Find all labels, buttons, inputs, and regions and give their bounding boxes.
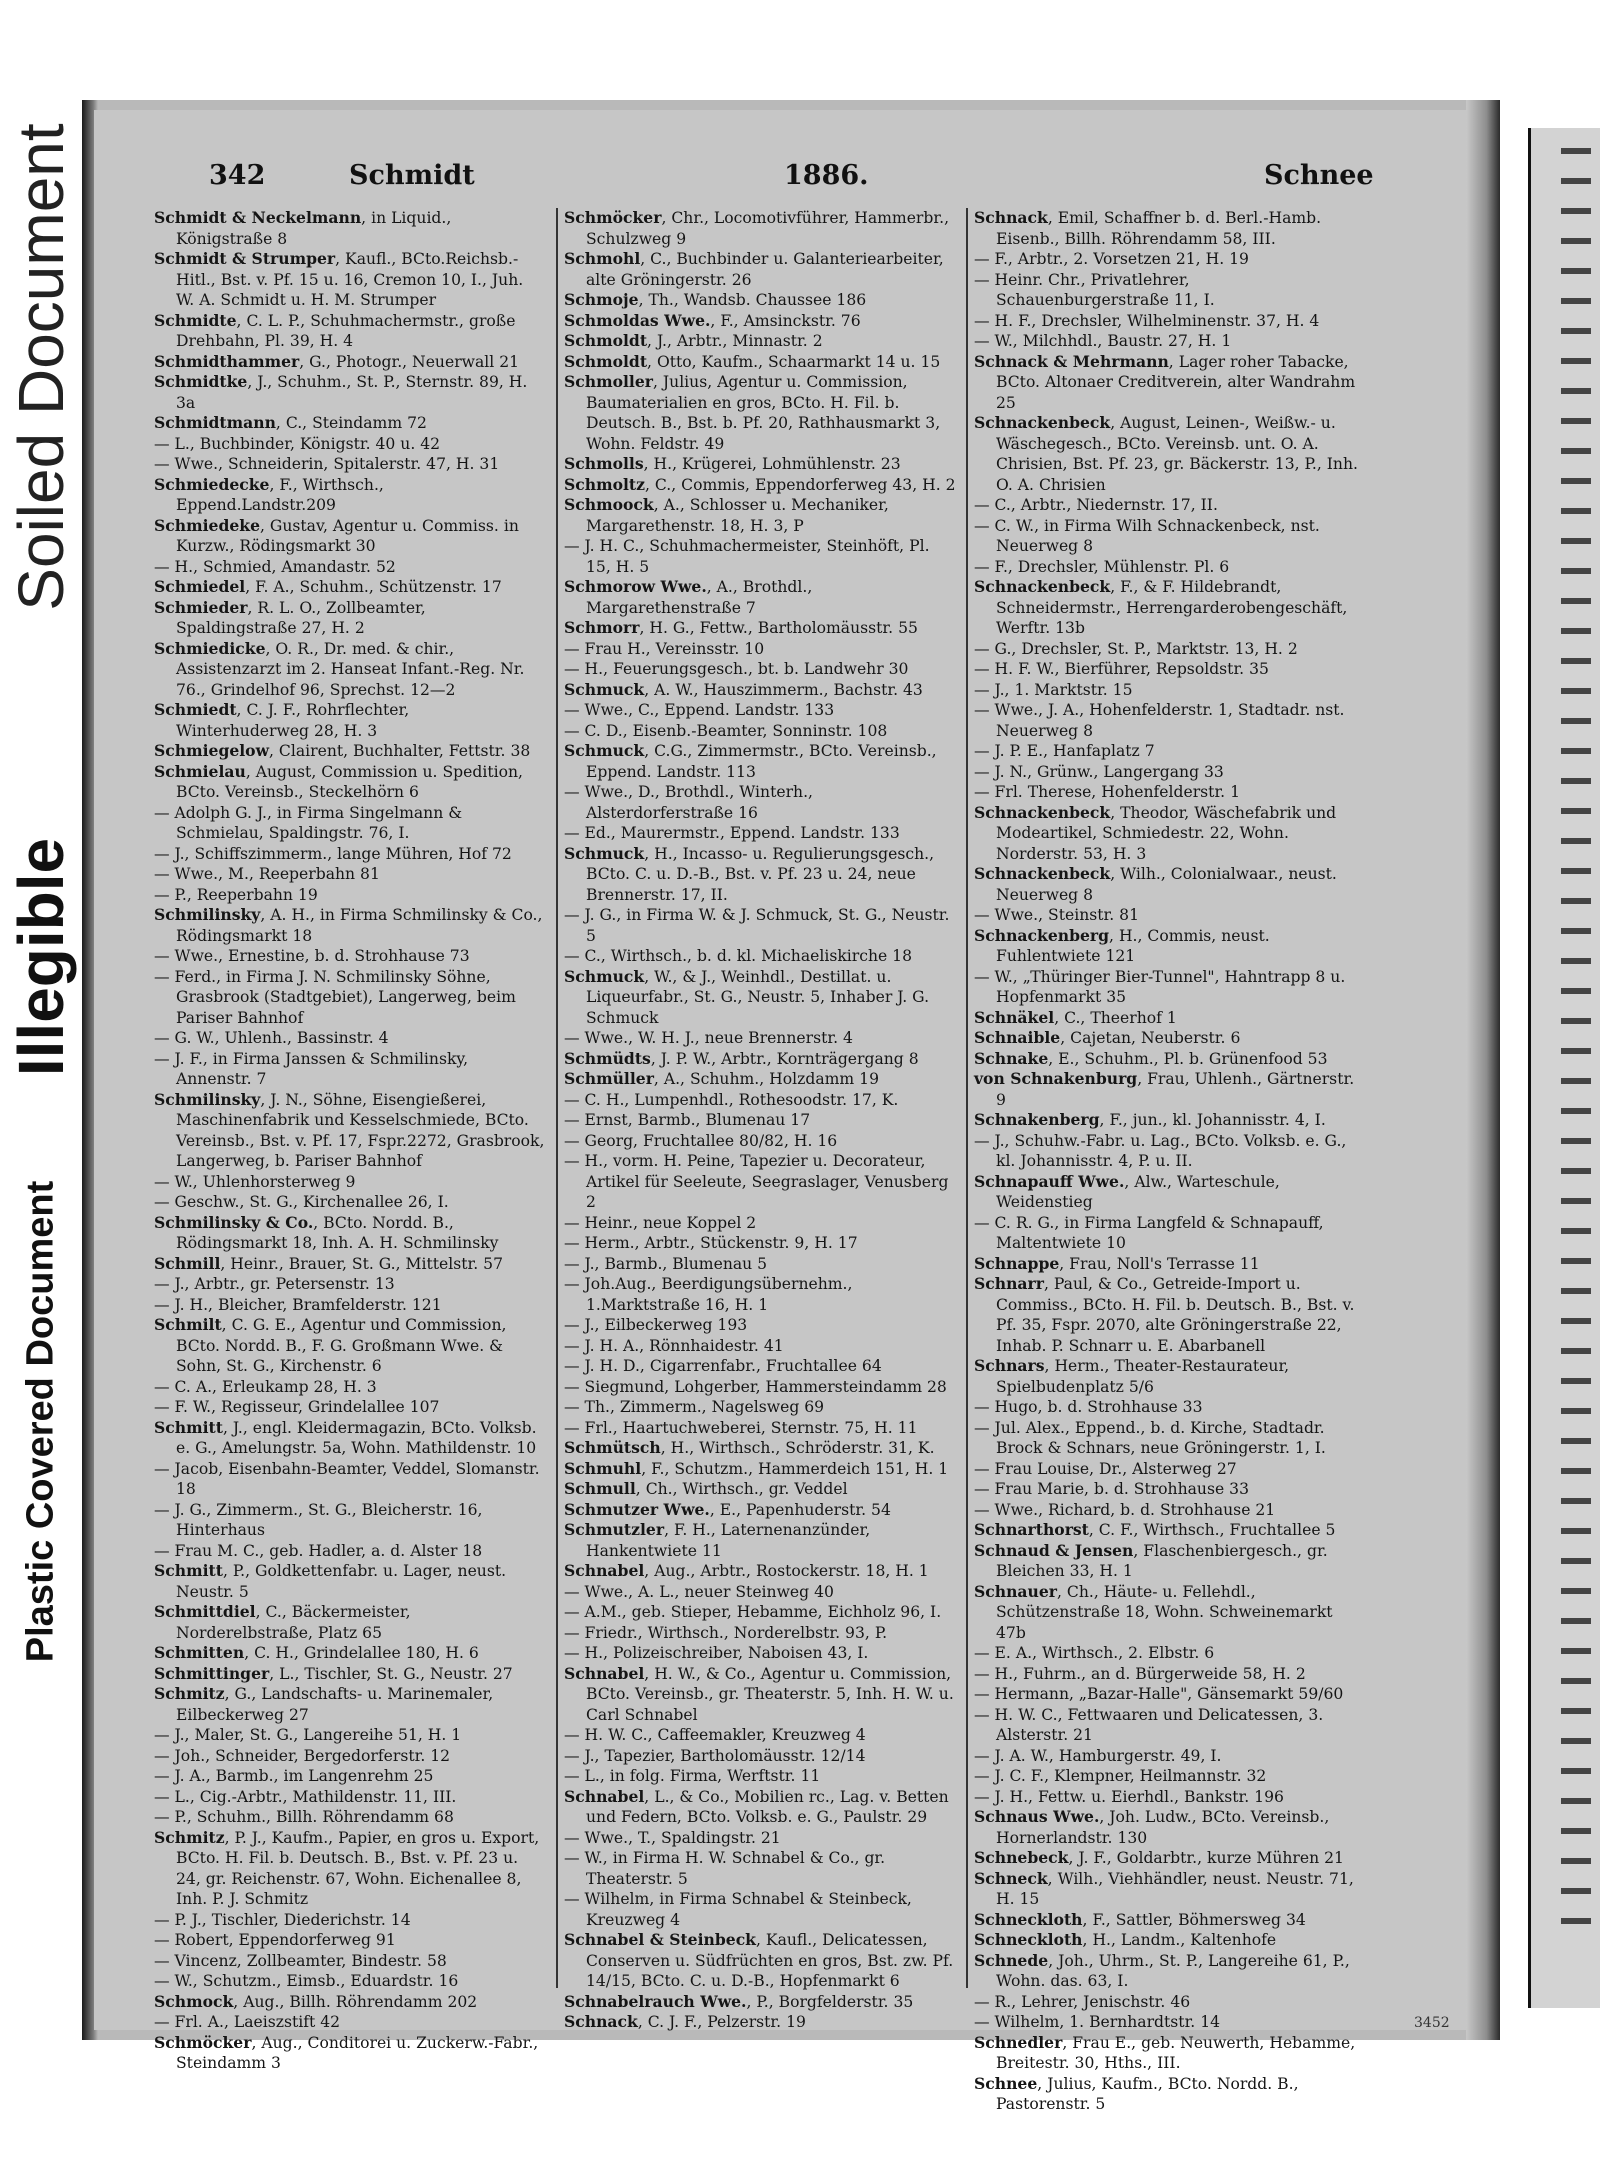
header-left-word: Schmidt: [349, 160, 475, 191]
directory-entry: Schmill, Heinr., Brauer, St. G., Mittelstr. 57: [154, 1253, 503, 1273]
directory-entry: Schnabel & Steinbeck, Kaufl., Delicatessen, Conserven u. Südfrüchten en gros, Bst. zw. Pf. 14/15, BCto. C. u. D.-B., Hopfenmarkt 6: [564, 1930, 954, 1990]
directory-entry: Schmuhl, F., Schutzm., Hammerdeich 151, H. 1: [564, 1458, 949, 1478]
directory-entry: Schnack, C. J. F., Pelzerstr. 19: [564, 2012, 806, 2031]
directory-entry: — Wwe., Ernestine, b. d. Strohhause 73: [154, 947, 470, 965]
directory-entry: — Ernst, Barmb., Blumenau 17: [564, 1111, 811, 1129]
directory-entry: — J. H., Bleicher, Bramfelderstr. 121: [154, 1295, 442, 1314]
adjacent-page-text-mark: [1561, 688, 1591, 694]
directory-entry: — J. H., Fettw. u. Eierhdl., Bankstr. 196: [974, 1787, 1284, 1806]
page-body: [94, 110, 1489, 2113]
directory-entry: Schmilt, C. G. E., Agentur und Commission, BCto. Nordd. B., F. G. Großmann Wwe. & Sohn, St. G., Kirchenstr. 6: [154, 1315, 507, 1375]
directory-entry: — H., Schmied, Amandastr. 52: [154, 557, 396, 576]
directory-entry: Schnabelrauch Wwe., P., Borgfelderstr. 35: [564, 1991, 914, 2011]
directory-column-1: [154, 208, 546, 2074]
directory-entry: Schmütsch, H., Wirthsch., Schröderstr. 31, K.: [564, 1438, 935, 1457]
directory-entry: Schmull, Ch., Wirthsch., gr. Veddel: [564, 1479, 848, 1498]
directory-entry: Schnaus Wwe., Joh. Ludw., BCto. Vereinsb., Hornerlandstr. 130: [974, 1807, 1330, 1847]
adjacent-page-text-mark: [1561, 1258, 1591, 1264]
directory-entry: — Siegmund, Lohgerber, Hammersteindamm 28: [564, 1377, 947, 1396]
book-binding: [1466, 100, 1500, 2040]
adjacent-page-text-mark: [1561, 1408, 1591, 1414]
directory-entry: — F., Drechsler, Mühlenstr. Pl. 6: [974, 557, 1230, 576]
adjacent-page-text-mark: [1561, 988, 1591, 994]
directory-entry: — Hermann, „Bazar-Halle", Gänsemarkt 59/60: [974, 1685, 1344, 1703]
directory-entry: Schmorr, H. G., Fettw., Bartholomäusstr. 55: [564, 618, 918, 637]
directory-entry: Schmitten, C. H., Grindelallee 180, H. 6: [154, 1643, 479, 1662]
directory-entry: Schmohl, C., Buchbinder u. Galanteriearbeiter, alte Gröningerstr. 26: [564, 249, 944, 289]
directory-entry: — Herm., Arbtr., Stückenstr. 9, H. 17: [564, 1234, 858, 1252]
directory-entry: Schnaud & Jensen, Flaschenbiergesch., gr. Bleichen 33, H. 1: [974, 1540, 1328, 1580]
directory-entry: Schmoldt, J., Arbtr., Minnastr. 2: [564, 331, 823, 350]
directory-entry: — Frl. A., Laeiszstift 42: [154, 2013, 341, 2031]
archive-stamp: [0, 0, 82, 2177]
stamp-soiled-document: Soiled Document: [5, 123, 77, 611]
directory-entry: — R., Lehrer, Jenischstr. 46: [974, 1992, 1191, 2011]
adjacent-page-text-mark: [1561, 1678, 1591, 1684]
directory-entry: — Frl. Therese, Hohenfelderstr. 1: [974, 783, 1241, 801]
directory-entry: — C. D., Eisenb.-Beamter, Sonninstr. 108: [564, 721, 888, 740]
directory-entry: — P., Reeperbahn 19: [154, 885, 318, 904]
directory-entry: Schnabel, H. W., & Co., Agentur u. Commission, BCto. Vereinsb., gr. Theaterstr. 5, Inh. H. W. u. Carl Schnabel: [564, 1663, 954, 1724]
directory-entry: Schnack, Emil, Schaffner b. d. Berl.-Hamb. Eisenb., Billh. Röhrendamm 58, III.: [974, 208, 1322, 248]
directory-entry: Schnackenbeck, Theodor, Wäschefabrik und Modeartikel, Schmiedestr. 22, Wohn. Norderstr. 53, H. 3: [974, 802, 1337, 863]
adjacent-page-text-mark: [1561, 1588, 1591, 1594]
adjacent-page-text-mark: [1561, 1108, 1591, 1114]
adjacent-page-text-mark: [1561, 178, 1591, 184]
directory-entry: Schmiedicke, O. R., Dr. med. & chir., Assistenzarzt im 2. Hanseat Infant.-Reg. Nr. 76., Grindelhof 96, Sprechst. 12—2: [154, 638, 525, 699]
directory-entry: — L., Buchbinder, Königstr. 40 u. 42: [154, 434, 441, 453]
adjacent-page-text-mark: [1561, 208, 1591, 214]
directory-entry: Schmuck, H., Incasso- u. Regulierungsgesch., BCto. C. u. D.-B., Bst. v. Pf. 23 u. 24, neue Brennerstr. 17, II.: [564, 843, 935, 904]
directory-entry: Schmoltz, C., Commis, Eppendorferweg 43, H. 2: [564, 474, 956, 494]
directory-entry: Schnede, Joh., Uhrm., St. P., Langereihe 61, P., Wohn. das. 63, I.: [974, 1950, 1350, 1990]
directory-entry: — Joh., Schneider, Bergedorferstr. 12: [154, 1746, 451, 1765]
directory-entry: Schmock, Aug., Billh. Röhrendamm 202: [154, 1991, 478, 2011]
directory-entry: — Wwe., T., Spaldingstr. 21: [564, 1828, 781, 1847]
directory-entry: Schmittdiel, C., Bäckermeister, Norderelbstraße, Platz 65: [154, 1602, 411, 1642]
directory-entry: — Jul. Alex., Eppend., b. d. Kirche, Stadtadr. Brock & Schnars, neue Gröningerstr. 1, I.: [974, 1418, 1326, 1457]
directory-entry: — J. N., Grünw., Langergang 33: [974, 762, 1224, 781]
adjacent-page-text-mark: [1561, 958, 1591, 964]
directory-entry: — J., Barmb., Blumenau 5: [564, 1254, 768, 1273]
adjacent-page-text-mark: [1561, 1558, 1591, 1564]
directory-entry: Schnebeck, J. F., Goldarbtr., kurze Mühren 21: [974, 1848, 1344, 1867]
page-footer-number: 3452: [1414, 2015, 1450, 2031]
adjacent-page-text-mark: [1561, 1348, 1591, 1354]
directory-entry: — Heinr. Chr., Privatlehrer, Schauenburgerstraße 11, I.: [974, 270, 1215, 309]
directory-column-2: [564, 208, 956, 2033]
directory-entry: Schmitz, G., Landschafts- u. Marinemaler, Eilbeckerweg 27: [154, 1684, 494, 1724]
adjacent-page-text-mark: [1561, 1318, 1591, 1324]
directory-entry: — H., Fuhrm., an d. Bürgerweide 58, H. 2: [974, 1664, 1306, 1683]
directory-entry: — J., Schiffszimmerm., lange Mühren, Hof 72: [154, 844, 512, 863]
adjacent-page-text-mark: [1561, 1708, 1591, 1714]
directory-entry: Schnackenbeck, F., & F. Hildebrandt, Schneidermstr., Herrengarderobengeschäft, Werftr. 13b: [974, 577, 1348, 637]
directory-entry: Schnäkel, C., Theerhof 1: [974, 1007, 1177, 1027]
adjacent-page-text-mark: [1561, 1858, 1591, 1864]
adjacent-page-text-mark: [1561, 598, 1591, 604]
directory-entry: — A.M., geb. Stieper, Hebamme, Eichholz 96, I.: [564, 1603, 942, 1621]
directory-entry: — Ed., Maurermstr., Eppend. Landstr. 133: [564, 824, 900, 842]
adjacent-page-text-mark: [1561, 268, 1591, 274]
column-rule-2: [966, 208, 968, 1988]
directory-entry: — Frau Louise, Dr., Alsterweg 27: [974, 1459, 1237, 1478]
adjacent-page-text-mark: [1561, 1468, 1591, 1474]
directory-entry: Schneckloth, F., Sattler, Böhmersweg 34: [974, 1909, 1306, 1929]
adjacent-page-text-mark: [1561, 298, 1591, 304]
directory-entry: — Wwe., A. L., neuer Steinweg 40: [564, 1582, 834, 1601]
scan-margin-left: [0, 0, 82, 2177]
directory-entry: — C., Wirthsch., b. d. kl. Michaeliskirche 18: [564, 947, 913, 965]
adjacent-page-text-mark: [1561, 628, 1591, 634]
directory-entry: — H. W. C., Caffeemakler, Kreuzweg 4: [564, 1726, 866, 1744]
directory-entry: — H., Polizeischreiber, Naboisen 43, I.: [564, 1644, 869, 1662]
directory-entry: Schmieder, R. L. O., Zollbeamter, Spaldingstraße 27, H. 2: [154, 597, 426, 637]
adjacent-page-text-mark: [1561, 358, 1591, 364]
adjacent-page-text-mark: [1561, 508, 1591, 514]
directory-entry: — L., Cig.-Arbtr., Mathildenstr. 11, III.: [154, 1787, 457, 1806]
directory-entry: Schnack & Mehrmann, Lager roher Tabacke, BCto. Altonaer Creditverein, alter Wandrahm 25: [974, 351, 1356, 412]
adjacent-page-text-mark: [1561, 1228, 1591, 1234]
directory-entry: Schneckloth, H., Landm., Kaltenhofe: [974, 1930, 1277, 1949]
adjacent-page-text-mark: [1561, 238, 1591, 244]
directory-entry: — J. H. C., Schuhmachermeister, Steinhöft, Pl. 15, H. 5: [564, 537, 930, 576]
directory-entry: Schmidtke, J., Schuhm., St. P., Sternstr. 89, H. 3a: [154, 372, 528, 412]
directory-column-3: [974, 208, 1366, 2115]
directory-entry: Schmitt, J., engl. Kleidermagazin, BCto. Volksb. e. G., Amelungstr. 5a, Wohn. Mathildenstr. 10: [154, 1417, 537, 1457]
adjacent-page-text-mark: [1561, 1648, 1591, 1654]
directory-entry: — Wwe., Richard, b. d. Strohhause 21: [974, 1500, 1276, 1519]
directory-entry: Schmoock, A., Schlosser u. Mechaniker, Margarethenstr. 18, H. 3, P: [564, 495, 889, 535]
directory-entry: — J. P. E., Hanfaplatz 7: [974, 742, 1155, 760]
directory-entry: Schmoller, Julius, Agentur u. Commission, Baumaterialien en gros, BCto. H. Fil. b. Deutsch. B., Bst. b. Pf. 20, Rathhausmarkt 3, Wohn. Feldstr. 49: [564, 372, 941, 453]
page-header: [209, 160, 1469, 200]
directory-entry: — G. W., Uhlenh., Bassinstr. 4: [154, 1029, 389, 1047]
directory-entry: Schmidt & Neckelmann, in Liquid., Königstraße 8: [154, 208, 452, 248]
adjacent-page-text-mark: [1561, 478, 1591, 484]
directory-entry: Schmitt, P., Goldkettenfabr. u. Lager, neust. Neustr. 5: [154, 1561, 507, 1601]
directory-entry: Schnarthorst, C. F., Wirthsch., Fruchtallee 5: [974, 1520, 1336, 1539]
adjacent-page-text-mark: [1561, 328, 1591, 334]
adjacent-page-text-mark: [1561, 928, 1591, 934]
directory-entry: — C. H., Lumpenhdl., Rothesoodstr. 17, K.: [564, 1090, 899, 1109]
adjacent-page-text-mark: [1561, 748, 1591, 754]
adjacent-page-text-mark: [1561, 898, 1591, 904]
directory-entry: Schmilinsky & Co., BCto. Nordd. B., Rödingsmarkt 18, Inh. A. H. Schmilinsky: [154, 1212, 499, 1252]
directory-entry: Schmiedel, F. A., Schuhm., Schützenstr. 17: [154, 577, 502, 596]
header-right-word: Schnee: [1264, 160, 1374, 191]
stamp-plastic-covered: Plastic Covered Document: [19, 1180, 62, 1663]
directory-entry: Schnars, Herm., Theater-Restaurateur, Spielbudenplatz 5/6: [974, 1356, 1290, 1396]
directory-entry: — Wwe., M., Reeperbahn 81: [154, 865, 380, 883]
directory-entry: Schmoldas Wwe., F., Amsinckstr. 76: [564, 310, 861, 330]
directory-entry: — L., in folg. Firma, Werftstr. 11: [564, 1767, 821, 1785]
directory-entry: Schmorow Wwe., A., Brothdl., Margarethenstraße 7: [564, 577, 813, 617]
directory-entry: — C. A., Erleukamp 28, H. 3: [154, 1377, 377, 1396]
directory-entry: Schmolls, H., Krügerei, Lohmühlenstr. 23: [564, 454, 901, 473]
directory-entry: — H. F., Drechsler, Wilhelminenstr. 37, H. 4: [974, 311, 1320, 330]
directory-entry: Schnake, E., Schuhm., Pl. b. Grünenfood 53: [974, 1048, 1328, 1068]
directory-entry: Schmuck, A. W., Hauszimmerm., Bachstr. 43: [564, 679, 923, 699]
directory-entry: — H. F. W., Bierführer, Repsoldstr. 35: [974, 660, 1269, 678]
directory-entry: Schmuck, C.G., Zimmermstr., BCto. Vereinsb., Eppend. Landstr. 113: [564, 741, 937, 781]
adjacent-page-text-mark: [1561, 1738, 1591, 1744]
directory-entry: — Joh.Aug., Beerdigungsübernehm., 1.Marktstraße 16, H. 1: [564, 1275, 853, 1314]
directory-entry: — C., Arbtr., Niedernstr. 17, II.: [974, 496, 1218, 514]
column-rule-1: [556, 208, 558, 1988]
directory-entry: — Frl., Haartuchweberei, Sternstr. 75, H. 11: [564, 1418, 918, 1437]
adjacent-page-text-mark: [1561, 1288, 1591, 1294]
adjacent-page-text-mark: [1561, 1528, 1591, 1534]
directory-entry: — P. J., Tischler, Diederichstr. 14: [154, 1910, 411, 1929]
stamp-illegible: Illegible: [5, 837, 77, 1077]
directory-entry: Schnarr, Paul, & Co., Getreide-Import u. Commiss., BCto. H. Fil. b. Deutsch. B., Bst. v. Pf. 35, Fspr. 2070, alte Gröningerstraße 22, Inhab. P. Schnarr u. E. Abarbanell: [974, 1274, 1355, 1355]
adjacent-page-text-mark: [1561, 568, 1591, 574]
directory-entry: — Robert, Eppendorferweg 91: [154, 1931, 396, 1949]
directory-entry: Schmidt & Strumper, Kaufl., BCto.Reichsb.-Hitl., Bst. v. Pf. 15 u. 16, Cremon 10, I., Juh. W. A. Schmidt u. H. M. Strumper: [154, 249, 524, 309]
directory-entry: Schmiegelow, Clairent, Buchhalter, Fettstr. 38: [154, 741, 531, 760]
directory-entry: Schnackenbeck, Wilh., Colonialwaar., neust. Neuerweg 8: [974, 864, 1337, 904]
directory-entry: Schnakenberg, F., jun., kl. Johannisstr. 4, I.: [974, 1110, 1326, 1129]
directory-entry: von Schnakenburg, Frau, Uhlenh., Gärtnerstr. 9: [974, 1069, 1355, 1109]
directory-entry: — F., Arbtr., 2. Vorsetzen 21, H. 19: [974, 250, 1249, 268]
adjacent-page-text-mark: [1561, 1798, 1591, 1804]
directory-entry: — J. A., Barmb., im Langenrehm 25: [154, 1767, 434, 1785]
directory-entry: Schmilinsky, J. N., Söhne, Eisengießerei, Maschinenfabrik und Kesselschmiede, BCto. Vereinsb., Bst. v. Pf. 17, Fspr.2272, Grasbrook, Langerweg, b. Pariser Bahnhof: [154, 1089, 545, 1170]
directory-entry: Schmuck, W., & J., Weinhdl., Destillat. u. Liqueurfabr., St. G., Neustr. 5, Inhaber J. G. Schmuck: [564, 966, 930, 1027]
directory-entry: Schmoje, Th., Wandsb. Chaussee 186: [564, 290, 867, 309]
adjacent-page-text-mark: [1561, 538, 1591, 544]
directory-entry: — Frau H., Vereinsstr. 10: [564, 639, 765, 658]
directory-entry: — W., Milchhdl., Baustr. 27, H. 1: [974, 332, 1232, 350]
directory-entry: — Th., Zimmerm., Nagelsweg 69: [564, 1398, 825, 1416]
directory-entry: Schnabel, Aug., Arbtr., Rostockerstr. 18, H. 1: [564, 1561, 929, 1580]
directory-entry: — F. W., Regisseur, Grindelallee 107: [154, 1398, 440, 1416]
directory-entry: Schnaible, Cajetan, Neuberstr. 6: [974, 1028, 1241, 1047]
directory-entry: — H., vorm. H. Peine, Tapezier u. Decorateur, Artikel für Seeleute, Seegraslager, Venusberg 2: [564, 1152, 949, 1211]
adjacent-page-text-mark: [1561, 148, 1591, 154]
adjacent-page-text-mark: [1561, 778, 1591, 784]
directory-entry: — Heinr., neue Koppel 2: [564, 1213, 757, 1232]
directory-entry: — Georg, Fruchtallee 80/82, H. 16: [564, 1131, 838, 1150]
adjacent-page-text-mark: [1561, 1828, 1591, 1834]
directory-entry: Schmilinsky, A. H., in Firma Schmilinsky & Co., Rödingsmarkt 18: [154, 905, 543, 945]
directory-entry: Schmidte, C. L. P., Schuhmachermstr., große Drehbahn, Pl. 39, H. 4: [154, 310, 516, 350]
directory-entry: Schmutzer Wwe., E., Papenhuderstr. 54: [564, 1499, 891, 1519]
adjacent-page-text-mark: [1561, 1048, 1591, 1054]
directory-entry: — J., Maler, St. G., Langereihe 51, H. 1: [154, 1726, 462, 1744]
directory-entry: Schmöcker, Aug., Conditorei u. Zuckerw.-Fabr., Steindamm 3: [154, 2032, 539, 2072]
directory-entry: — W., „Thüringer Bier-Tunnel", Hahntrapp 8 u. Hopfenmarkt 35: [974, 967, 1346, 1006]
adjacent-page-text-mark: [1561, 718, 1591, 724]
directory-entry: Schmiedecke, F., Wirthsch., Eppend.Landstr.209: [154, 474, 384, 514]
adjacent-page-text-mark: [1561, 1378, 1591, 1384]
directory-entry: — J. H. A., Rönnhaidestr. 41: [564, 1336, 784, 1355]
adjacent-page-text-mark: [1561, 868, 1591, 874]
adjacent-page-text-mark: [1561, 1888, 1591, 1894]
directory-entry: — W., Schutzm., Eimsb., Eduardstr. 16: [154, 1972, 459, 1990]
directory-entry: Schmidtmann, C., Steindamm 72: [154, 413, 427, 432]
directory-entry: Schmielau, August, Commission u. Spedition, BCto. Vereinsb., Steckelhörn 6: [154, 761, 523, 801]
directory-entry: — Wwe., C., Eppend. Landstr. 133: [564, 701, 835, 719]
directory-entry: Schmittinger, L., Tischler, St. G., Neustr. 27: [154, 1663, 513, 1683]
directory-entry: — Ferd., in Firma J. N. Schmilinsky Söhne, Grasbrook (Stadtgebiet), Langerweg, beim Pariser Bahnhof: [154, 967, 516, 1027]
directory-entry: Schmüdts, J. P. W., Arbtr., Kornträgergang 8: [564, 1048, 919, 1068]
directory-entry: Schnabel, L., & Co., Mobilien rc., Lag. v. Betten und Federn, BCto. Volksb. e. G., Paulstr. 29: [564, 1786, 949, 1826]
adjacent-page-text-mark: [1561, 1078, 1591, 1084]
directory-entry: — E. A., Wirthsch., 2. Elbstr. 6: [974, 1644, 1215, 1662]
book-page: [82, 100, 1500, 2113]
directory-entry: — J., Eilbeckerweg 193: [564, 1316, 748, 1334]
directory-entry: — J. G., in Firma W. & J. Schmuck, St. G., Neustr. 5: [564, 906, 950, 945]
directory-entry: — Wwe., Steinstr. 81: [974, 906, 1139, 924]
page-number: 342: [209, 160, 266, 191]
directory-entry: Schmoldt, Otto, Kaufm., Schaarmarkt 14 u. 15: [564, 351, 941, 371]
directory-entry: — Vincenz, Zollbeamter, Bindestr. 58: [154, 1951, 447, 1970]
adjacent-page-text-mark: [1561, 418, 1591, 424]
directory-entry: — G., Drechsler, St. P., Marktstr. 13, H. 2: [974, 639, 1298, 658]
adjacent-page-text-mark: [1561, 1168, 1591, 1174]
directory-entry: — Wwe., Schneiderin, Spitalerstr. 47, H. 31: [154, 455, 500, 473]
adjacent-page-text-mark: [1561, 1198, 1591, 1204]
directory-entry: — J., 1. Marktstr. 15: [974, 680, 1133, 699]
directory-entry: — Hugo, b. d. Strohhause 33: [974, 1398, 1203, 1416]
directory-entry: — Frau Marie, b. d. Strohhause 33: [974, 1480, 1250, 1498]
directory-entry: Schnapauff Wwe., Alw., Warteschule, Weidenstieg: [974, 1171, 1280, 1211]
directory-entry: Schmöcker, Chr., Locomotivführer, Hammerbr., Schulzweg 9: [564, 208, 950, 248]
directory-entry: Schmiedeke, Gustav, Agentur u. Commiss. in Kurzw., Rödingsmarkt 30: [154, 515, 519, 555]
directory-entry: Schneck, Wilh., Viehhändler, neust. Neustr. 71, H. 15: [974, 1868, 1354, 1908]
adjacent-page-text-mark: [1561, 1768, 1591, 1774]
directory-entry: — J. C. F., Klempner, Heilmannstr. 32: [974, 1767, 1267, 1785]
adjacent-page-text-mark: [1561, 388, 1591, 394]
adjacent-page-text-mark: [1561, 1018, 1591, 1024]
directory-entry: — Wilhelm, in Firma Schnabel & Steinbeck, Kreuzweg 4: [564, 1890, 912, 1929]
directory-entry: — Wwe., D., Brothdl., Winterh., Alsterdorferstraße 16: [564, 783, 813, 822]
directory-entry: Schmutzler, F. H., Laternenanzünder, Hankentwiete 11: [564, 1520, 871, 1560]
adjacent-page-text-mark: [1561, 658, 1591, 664]
directory-entry: Schmiedt, C. J. F., Rohrflechter, Winterhuderweg 28, H. 3: [154, 700, 410, 740]
directory-entry: — Adolph G. J., in Firma Singelmann & Schmielau, Spaldingstr. 76, I.: [154, 803, 463, 842]
adjacent-page-text-mark: [1561, 1498, 1591, 1504]
adjacent-page-strip: [1528, 128, 1600, 2008]
directory-entry: Schnauer, Ch., Häute- u. Fellehdl., Schützenstraße 18, Wohn. Schweinemarkt 47b: [974, 1581, 1333, 1642]
directory-entry: — J. G., Zimmerm., St. G., Bleicherstr. 16, Hinterhaus: [154, 1500, 483, 1539]
directory-entry: — W., Uhlenhorsterweg 9: [154, 1172, 356, 1191]
directory-entry: — W., in Firma H. W. Schnabel & Co., gr. Theaterstr. 5: [564, 1849, 886, 1888]
directory-entry: — J. H. D., Cigarrenfabr., Fruchtallee 64: [564, 1357, 882, 1375]
directory-entry: — Wwe., W. H. J., neue Brennerstr. 4: [564, 1029, 853, 1047]
directory-entry: — Frau M. C., geb. Hadler, a. d. Alster 18: [154, 1541, 483, 1560]
directory-entry: Schmitz, P. J., Kaufm., Papier, en gros u. Export, BCto. H. Fil. b. Deutsch. B., Bst. v. Pf. 23 u. 24, gr. Reichenstr. 67, Wohn. Eichenallee 8, Inh. P. J. Schmitz: [154, 1827, 540, 1908]
directory-entry: Schnackenberg, H., Commis, neust. Fuhlentwiete 121: [974, 925, 1270, 965]
header-year: 1886.: [784, 160, 869, 191]
directory-entry: Schnedler, Frau E., geb. Neuwerth, Hebamme, Breitestr. 30, Hths., III.: [974, 2032, 1356, 2072]
adjacent-page-text-mark: [1561, 1618, 1591, 1624]
adjacent-page-text-mark: [1561, 838, 1591, 844]
directory-entry: Schnee, Julius, Kaufm., BCto. Nordd. B., Pastorenstr. 5: [974, 2073, 1299, 2113]
adjacent-page-text-mark: [1561, 1138, 1591, 1144]
adjacent-page-text-mark: [1561, 1918, 1591, 1924]
adjacent-page-text-mark: [1561, 1438, 1591, 1444]
directory-entry: — J., Arbtr., gr. Petersenstr. 13: [154, 1275, 395, 1293]
adjacent-page-text-mark: [1561, 808, 1591, 814]
directory-entry: — H. W. C., Fettwaaren und Delicatessen, 3. Alsterstr. 21: [974, 1705, 1324, 1744]
directory-entry: — J., Tapezier, Bartholomäusstr. 12/14: [564, 1746, 866, 1765]
directory-entry: Schmüller, A., Schuhm., Holzdamm 19: [564, 1069, 880, 1088]
directory-entry: — P., Schuhm., Billh. Röhrendamm 68: [154, 1808, 454, 1826]
directory-entry: — Jacob, Eisenbahn-Beamter, Veddel, Slomanstr. 18: [154, 1459, 540, 1498]
directory-entry: — Wilhelm, 1. Bernhardtstr. 14: [974, 2013, 1221, 2031]
directory-entry: — J. F., in Firma Janssen & Schmilinsky, Annenstr. 7: [154, 1049, 469, 1088]
directory-entry: — H., Feuerungsgesch., bt. b. Landwehr 30: [564, 660, 909, 678]
directory-entry: Schnappe, Frau, Noll's Terrasse 11: [974, 1253, 1260, 1273]
directory-entry: — J. A. W., Hamburgerstr. 49, I.: [974, 1746, 1222, 1765]
adjacent-page-text-mark: [1561, 448, 1591, 454]
directory-entry: Schmidthammer, G., Photogr., Neuerwall 21: [154, 351, 520, 371]
directory-entry: — C. W., in Firma Wilh Schnackenbeck, nst. Neuerweg 8: [974, 516, 1320, 555]
directory-entry: — Wwe., J. A., Hohenfelderstr. 1, Stadtadr. nst. Neuerweg 8: [974, 701, 1345, 740]
directory-entry: Schnackenbeck, August, Leinen-, Weißw.- u. Wäschegesch., BCto. Vereinsb. unt. O. A. Chrisien, Bst. Pf. 23, gr. Bäckerstr. 13, P., Inh. O. A. Chrisien: [974, 413, 1358, 494]
directory-entry: — Friedr., Wirthsch., Norderelbstr. 93, P.: [564, 1623, 888, 1642]
directory-entry: — C. R. G., in Firma Langfeld & Schnapauff, Maltentwiete 10: [974, 1213, 1324, 1252]
directory-entry: — Geschw., St. G., Kirchenallee 26, I.: [154, 1193, 449, 1211]
directory-entry: — J., Schuhw.-Fabr. u. Lag., BCto. Volksb. e. G., kl. Johannisstr. 4, P. u. II.: [974, 1131, 1347, 1170]
